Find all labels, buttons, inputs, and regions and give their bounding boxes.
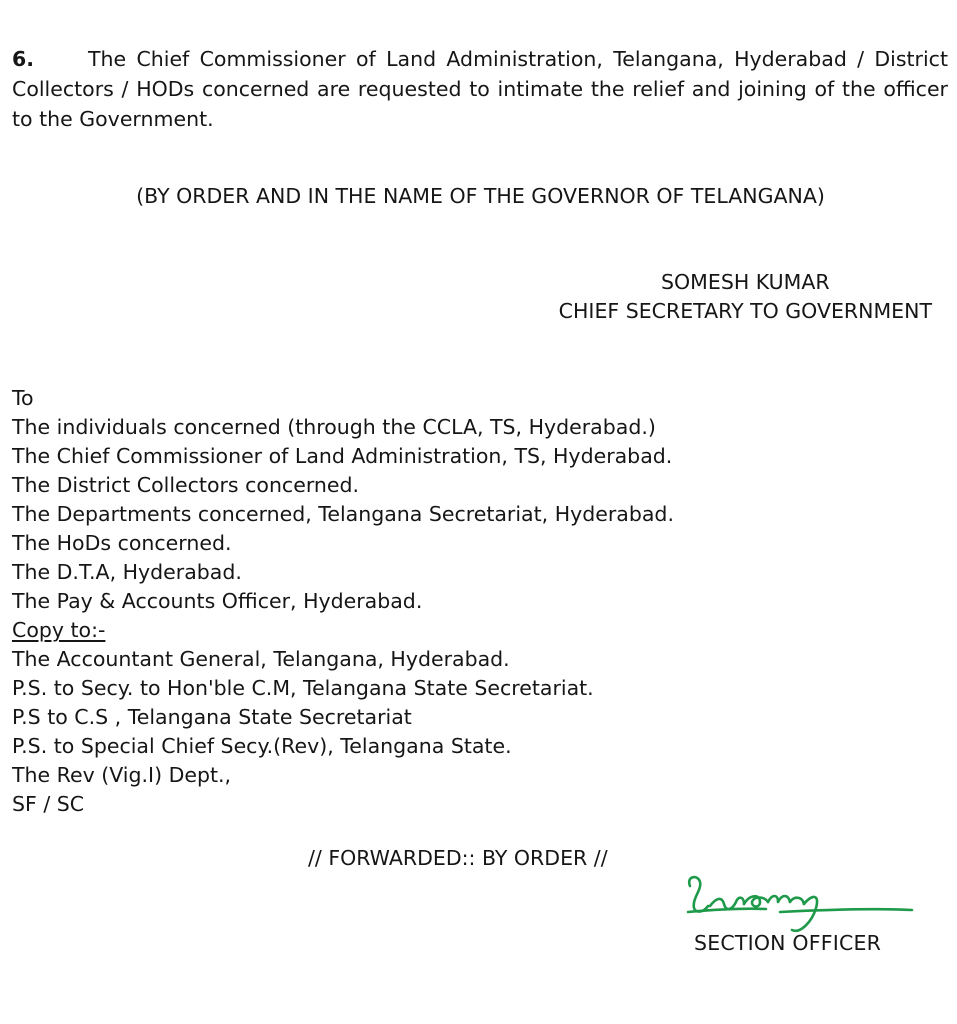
- copy-recipient: P.S. to Special Chief Secy.(Rev), Telangana State.: [12, 734, 512, 758]
- signatory-designation: CHIEF SECRETARY TO GOVERNMENT: [558, 299, 932, 323]
- to-recipient: The HoDs concerned.: [12, 531, 232, 555]
- governor-order-line: (BY ORDER AND IN THE NAME OF THE GOVERNOR OF TELANGANA): [136, 184, 825, 208]
- to-recipient: The Chief Commissioner of Land Administration, TS, Hyderabad.: [12, 444, 673, 468]
- section-officer-label: SECTION OFFICER: [694, 931, 882, 955]
- signatory-name: SOMESH KUMAR: [661, 270, 830, 294]
- paragraph-text: The Chief Commissioner of Land Administration, Telangana, Hyderabad / District Collectors / HODs concerned are requested to intimate the relief and joining of the officer to the Government.: [12, 47, 948, 131]
- forwarded-line: // FORWARDED:: BY ORDER //: [308, 846, 608, 870]
- copy-recipient: P.S to C.S , Telangana State Secretariat: [12, 705, 412, 729]
- to-recipient: The District Collectors concerned.: [12, 473, 360, 497]
- signatory-block: [559, 268, 932, 326]
- copy-recipient: The Accountant General, Telangana, Hyderabad.: [12, 647, 510, 671]
- copy-recipient: SF / SC: [12, 792, 85, 816]
- to-recipient: The individuals concerned (through the CCLA, TS, Hyderabad.): [12, 415, 656, 439]
- to-recipient: The Pay & Accounts Officer, Hyderabad.: [12, 589, 423, 613]
- to-recipient: The D.T.A, Hyderabad.: [12, 560, 242, 584]
- copy-to-label: Copy to:-: [12, 618, 106, 642]
- copy-recipient: The Rev (Vig.I) Dept.,: [12, 763, 232, 787]
- to-label: To: [12, 386, 34, 410]
- copy-recipient: P.S. to Secy. to Hon'ble C.M, Telangana State Secretariat.: [12, 676, 594, 700]
- paragraph-number: 6.: [12, 47, 35, 71]
- to-recipient: The Departments concerned, Telangana Secretariat, Hyderabad.: [12, 502, 674, 526]
- paragraph-6: [12, 44, 948, 134]
- distribution-list: [12, 384, 674, 819]
